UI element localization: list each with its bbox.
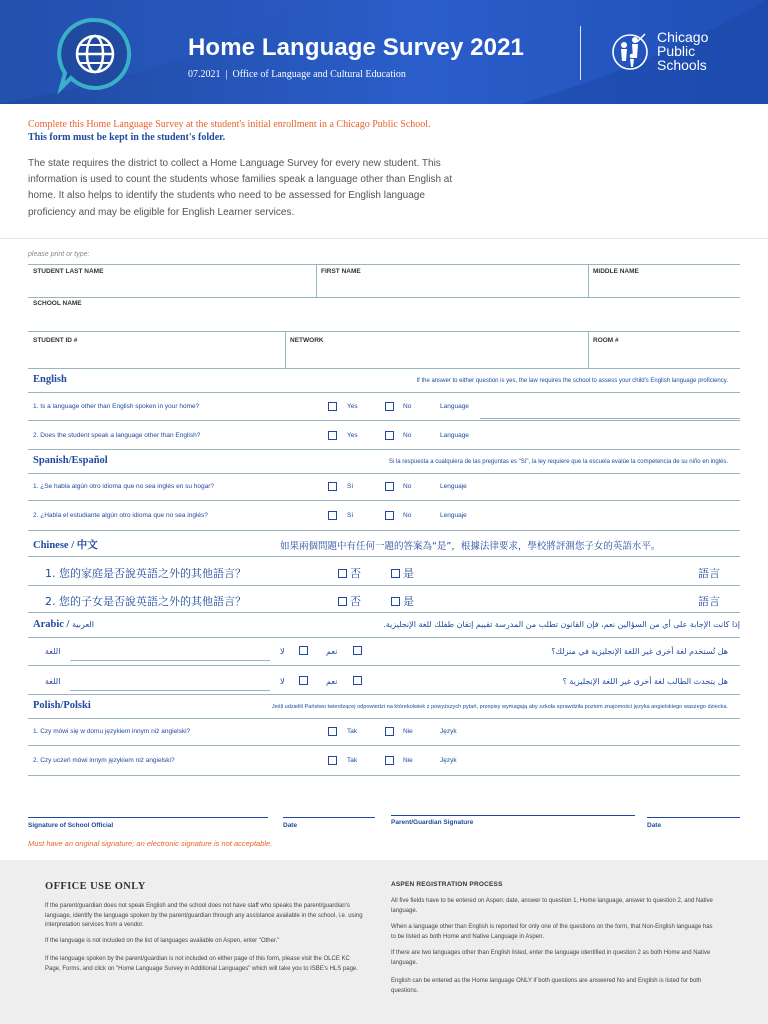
arabic-q2-no-checkbox[interactable] (299, 676, 308, 685)
aspen-paragraph: When a language other than English is reported for only one of the questions on the form, that Non-English language has to be listed as both Home and Native Language in Aspen. (391, 924, 713, 940)
divider (285, 331, 286, 368)
chinese-q2-yes-option[interactable]: 是 (391, 593, 414, 609)
intro-paragraph: The state requires the district to collect a Home Language Survey for every new student. This information is used to count the students whose families speak a language other than English at home. It also helps to identify the students who need to be assessed for English language proficiency and may be eligible for English Learner services. (28, 158, 453, 218)
intro-instruction: Complete this Home Language Survey at the student's initial enrollment in a Chicago Public School. (28, 119, 431, 130)
office-paragraph: If the parent/guardian does not speak English and the school does not have staff who speaks the parent/guardian's language, identify the language spoken by the parent/guardian through any assistance available in the school, i.e. using interpretation services from a vendor. (45, 903, 363, 929)
arabic-q1: هل تُستخدم لغة أخرى غير اللغة الإنجليزية في منزلك؟ (551, 647, 728, 656)
yes-label: نعم (326, 677, 338, 686)
no-label: No (403, 512, 412, 519)
english-q1-language-field[interactable] (480, 418, 740, 419)
spanish-q2: 2. ¿Habla el estudiante algún otro idioma que no sea inglés? (33, 512, 208, 519)
arabic-title: Arabic / العربية (33, 619, 94, 630)
arabic-q1-language-field[interactable] (70, 660, 270, 661)
aspen-title: ASPEN REGISTRATION PROCESS (391, 881, 503, 888)
polish-q1-yes-checkbox[interactable] (328, 727, 337, 736)
yes-label: Sí (347, 512, 354, 519)
divider (28, 694, 740, 695)
office-use-title: OFFICE USE ONLY (45, 881, 146, 892)
language-label: Lenguaje (440, 483, 467, 490)
yes-label: Yes (347, 403, 358, 410)
aspen-paragraph: English can be entered as the Home language ONLY if both questions are answered No and English is listed for both questions. (391, 978, 702, 994)
divider (588, 331, 589, 368)
language-label: Język (440, 728, 457, 735)
print-note: please print or type: (28, 251, 90, 258)
checkbox[interactable] (391, 597, 400, 606)
yes-label: Sí (347, 483, 354, 490)
language-label: اللغة (45, 677, 61, 686)
english-q2-yes-checkbox[interactable] (328, 431, 337, 440)
student-id-field[interactable] (28, 368, 740, 369)
header-office: Office of Language and Cultural Education (232, 69, 406, 80)
checkbox[interactable] (391, 569, 400, 578)
room-label: ROOM # (593, 337, 619, 344)
school-name-label: SCHOOL NAME (33, 300, 82, 307)
intro-folder-note: This form must be kept in the student's folder. (28, 132, 226, 143)
spanish-note: Si la respuesta a cualquiera de las preguntas es "Sí", la ley requiere que la escuela evalúe la competencia de su niño en inglés. (388, 459, 728, 465)
office-paragraph: If the language is not included on the list of languages available on Aspen, enter "Other." (45, 938, 280, 944)
divider (28, 449, 740, 450)
official-date-field[interactable] (283, 817, 375, 818)
last-name-label: STUDENT LAST NAME (33, 268, 104, 275)
arabic-q2-yes-checkbox[interactable] (353, 676, 362, 685)
header-subtitle: 07.2021 | Office of Language and Cultural Education (188, 69, 406, 80)
chinese-q1-yes-option[interactable]: 是 (391, 565, 414, 581)
polish-note: Jeśli udzielili Państwo twierdzącej odpowiedzi na którekolwiek z powyższych pytań, przepisy wymagają aby szkoła sprawdziła poziom znajomości języka angielskiego waszego dziecka. (271, 704, 728, 710)
spanish-title: Spanish/Español (33, 455, 108, 466)
english-q1: 1. Is a language other than English spoken in your home? (33, 403, 200, 410)
polish-q1-no-checkbox[interactable] (385, 727, 394, 736)
english-q1-no-checkbox[interactable] (385, 402, 394, 411)
polish-q2-no-checkbox[interactable] (385, 756, 394, 765)
parent-signature-field[interactable] (391, 815, 635, 816)
divider (0, 238, 768, 239)
divider (28, 500, 740, 501)
chinese-q1-no-option[interactable]: 否 (338, 565, 361, 581)
arabic-q2-language-field[interactable] (70, 690, 270, 691)
english-title: English (33, 374, 67, 385)
language-label: Language (440, 403, 469, 410)
first-name-label: FIRST NAME (321, 268, 361, 275)
parent-date-field[interactable] (647, 817, 740, 818)
school-name-field[interactable] (28, 331, 740, 332)
divider (28, 420, 740, 421)
header-divider (580, 26, 581, 80)
official-signature-label: Signature of School Official (28, 822, 114, 829)
english-q1-yes-checkbox[interactable] (328, 402, 337, 411)
no-label: No (403, 403, 412, 410)
globe-chat-icon (55, 14, 135, 94)
spanish-q1-yes-checkbox[interactable] (328, 482, 337, 491)
cps-logo-text: Chicago Public Schools (657, 29, 709, 73)
spanish-q2-yes-checkbox[interactable] (328, 511, 337, 520)
language-label: اللغة (45, 647, 61, 656)
no-label: Nie (403, 728, 413, 735)
arabic-q2: هل يتحدث الطالب لغة أخرى غير اللغة الإنجليزية ؟ (562, 677, 728, 686)
polish-q2-yes-checkbox[interactable] (328, 756, 337, 765)
spanish-q1: 1. ¿Se habla algún otro idioma que no sea inglés en su hogar? (33, 483, 215, 490)
office-paragraph: If the language spoken by the parent/guardian is not included on either page of this form, please visit the OLCE KC Page, Forms, and click on "Home Language Survey in Additional Languages" which will take you to ISBE's HLS page. (45, 956, 358, 972)
spanish-q1-no-checkbox[interactable] (385, 482, 394, 491)
last-name-field[interactable] (28, 297, 740, 298)
divider (28, 745, 740, 746)
english-q2: 2. Does the student speak a language other than English? (33, 432, 201, 439)
divider (28, 392, 740, 393)
arabic-note: إذا كانت الإجابة على أي من السؤالين نعم، فإن القانون تطلب من المدرسة تقييم إتقان طفلك للغة الإنجليزية. (383, 620, 740, 629)
signature-warning: Must have an original signature; an electronic signature is not acceptable. (28, 839, 273, 848)
english-q2-no-checkbox[interactable] (385, 431, 394, 440)
divider (28, 530, 740, 531)
polish-q1: 1. Czy mówi się w domu językiem innym niż angielski? (33, 728, 191, 735)
network-label: NETWORK (290, 337, 324, 344)
language-label: 語言 (698, 595, 720, 608)
cps-figures-icon (610, 28, 650, 76)
official-signature-field[interactable] (28, 817, 268, 818)
divider (28, 473, 740, 474)
divider (588, 264, 589, 297)
no-label: No (403, 432, 412, 439)
divider (28, 264, 740, 265)
arabic-q1-yes-checkbox[interactable] (353, 646, 362, 655)
no-label: No (403, 483, 412, 490)
no-label: Nie (403, 757, 413, 764)
no-label: لا (280, 647, 285, 656)
page-title: Home Language Survey 2021 (188, 34, 524, 61)
date-label: Date (647, 822, 662, 829)
yes-label: Yes (347, 432, 358, 439)
chinese-q2: 2. 您的子女是否說英語之外的其他語言？ (45, 595, 246, 608)
checkbox[interactable] (338, 569, 347, 578)
divider (28, 637, 740, 638)
spanish-q2-no-checkbox[interactable] (385, 511, 394, 520)
parent-signature-label: Parent/Guardian Signature (391, 819, 474, 826)
student-id-label: STUDENT ID # (33, 337, 78, 344)
aspen-paragraph: All five fields have to be entered on Aspen: date, answer to question 1, Home language, answer to question 2, and Native language. (391, 898, 713, 914)
divider (28, 718, 740, 719)
date-label: Date (283, 822, 298, 829)
english-note: If the answer to either question is yes, the law requires the school to assess your child's English language proficiency. (416, 378, 728, 384)
header-date: 07.2021 (188, 69, 221, 80)
yes-label: Tak (347, 728, 358, 735)
no-label: لا (280, 677, 285, 686)
divider (316, 264, 317, 297)
divider (28, 585, 740, 586)
checkbox[interactable] (338, 597, 347, 606)
chinese-title: Chinese / 中文 (33, 539, 98, 551)
divider (28, 556, 740, 557)
chinese-q2-no-option[interactable]: 否 (338, 593, 361, 609)
divider (28, 775, 740, 776)
language-label: Lenguaje (440, 512, 467, 519)
chinese-q1: 1. 您的家庭是否說英語之外的其他語言？ (45, 567, 246, 580)
yes-label: نعم (326, 647, 338, 656)
chinese-note: 如果兩個問題中有任何一題的答案為“是”，根據法律要求，學校將評測您子女的英語水平。 (280, 541, 661, 552)
language-label: Language (440, 432, 469, 439)
aspen-paragraph: If there are two languages other than English listed, enter the language identified in question 2 as both Home and Native language. (391, 950, 711, 966)
language-label: Język (440, 757, 457, 764)
polish-title: Polish/Polski (33, 700, 91, 711)
middle-name-label: MIDDLE NAME (593, 268, 639, 275)
arabic-q1-no-checkbox[interactable] (299, 646, 308, 655)
header-banner (0, 0, 768, 104)
polish-q2: 2. Czy uczeń mówi innym językiem niż angielski? (33, 757, 175, 764)
divider (28, 612, 740, 613)
yes-label: Tak (347, 757, 358, 764)
divider (28, 665, 740, 666)
language-label: 語言 (698, 567, 720, 580)
